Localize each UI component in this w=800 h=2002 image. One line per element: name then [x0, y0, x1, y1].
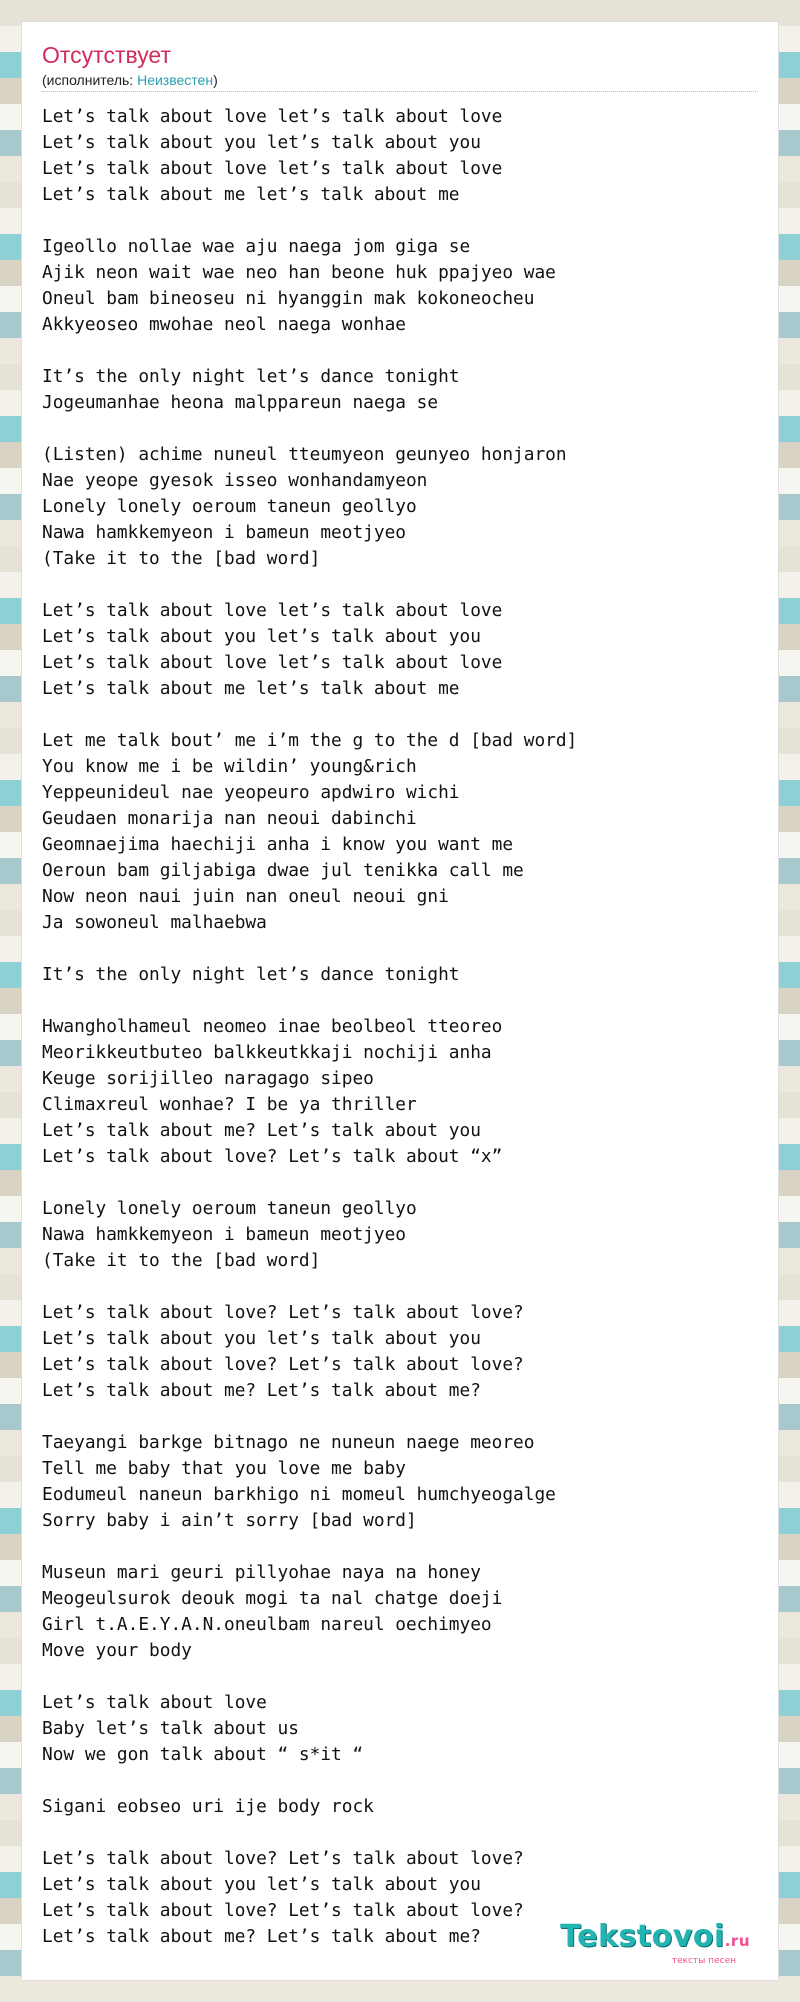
logo-tld: .ru [724, 1932, 750, 1950]
artist-prefix: (исполнитель: [42, 72, 138, 88]
lyrics-text: Let’s talk about love let’s talk about love Let’s talk about you let’s talk about you Let’s talk about love let’s talk about love Let’s talk about me let’s talk about me Igeollo nollae wae aju naega jom giga se Ajik neon wait wae neo han beone huk ppajyeo wae Oneul bam bineoseu ni hyanggin mak kokoneocheu Akkyeoseo mwohae neol naega wonhae It’s the only night let’s dance tonight Jogeumanhae heona malppareun naega se (Listen) achime nuneul tteumyeon geunyeo honjaron Nae yeope gyesok isseo wonhandamyeon Lonely lonely oeroum taneun geollyo Nawa hamkkemyeon i bameun meotjyeo (Take it to the [bad word] Let’s talk about love let’s talk about love Let’s talk about you let’s talk about you Let’s talk about love let’s talk about love Let’s talk about me let’s talk about me Let me talk bout’ me i’m the g to the d [bad word] You know me i be wildin’ young&rich Yeppeunideul nae yeopeuro apdwiro wichi Geudaen monarija nan neoui dabinchi Geomnaejima haechiji anha i know you want me Oeroun bam giljabiga dwae jul tenikka call me Now neon naui juin nan oneul neoui gni Ja sowoneul malhaebwa It’s the only night let’s dance tonight Hwangholhameul neomeo inae beolbeol tteoreo Meorikkeutbuteo balkkeutkkaji nochiji anha Keuge sorijilleo naragago sipeo Climaxreul wonhae? I be ya thriller Let’s talk about me? Let’s talk about you Let’s talk about love? Let’s talk about “x” Lonely lonely oeroum taneun geollyo Nawa hamkkemyeon i bameun meotjyeo (Take it to the [bad word] Let’s talk about love? Let’s talk about love? Let’s talk about you let’s talk about you Let’s talk about love? Let’s talk about love? Let’s talk about me? Let’s talk about me? Taeyangi barkge bitnago ne nuneun naege meoreo Tell me baby that you love me baby Eodumeul naneun barkhigo ni momeul humchyeogalge Sorry baby i ain’t sorry [bad word] Museun mari geuri pillyohae naya na honey Meogeulsurok deouk mogi ta nal chatge doeji Girl t.A.E.Y.A.N.oneulbam nareul oechimyeo Move your body Let’s talk about love Baby let’s talk about us Now we gon talk about “ s*it “ Sigani eobseo uri ije body rock Let’s talk about love? Let’s talk about love? Let’s talk about you let’s talk about you Let’s talk about love? Let’s talk about love? Let’s talk about me? Let’s talk about me? [42, 106, 578, 1947]
title-divider [42, 91, 758, 92]
artist-line [42, 72, 218, 88]
song-title: Отсутствует [42, 42, 171, 68]
artist-suffix: ) [213, 72, 218, 88]
logo-wordmark [560, 1921, 750, 1957]
logo-name: Tekstovoi [560, 1919, 725, 1954]
artist-link[interactable]: Неизвестен [137, 72, 214, 88]
lyrics-card [22, 22, 778, 1980]
logo-tagline: тексты песен [671, 1956, 736, 1966]
site-logo[interactable] [560, 1921, 750, 1966]
